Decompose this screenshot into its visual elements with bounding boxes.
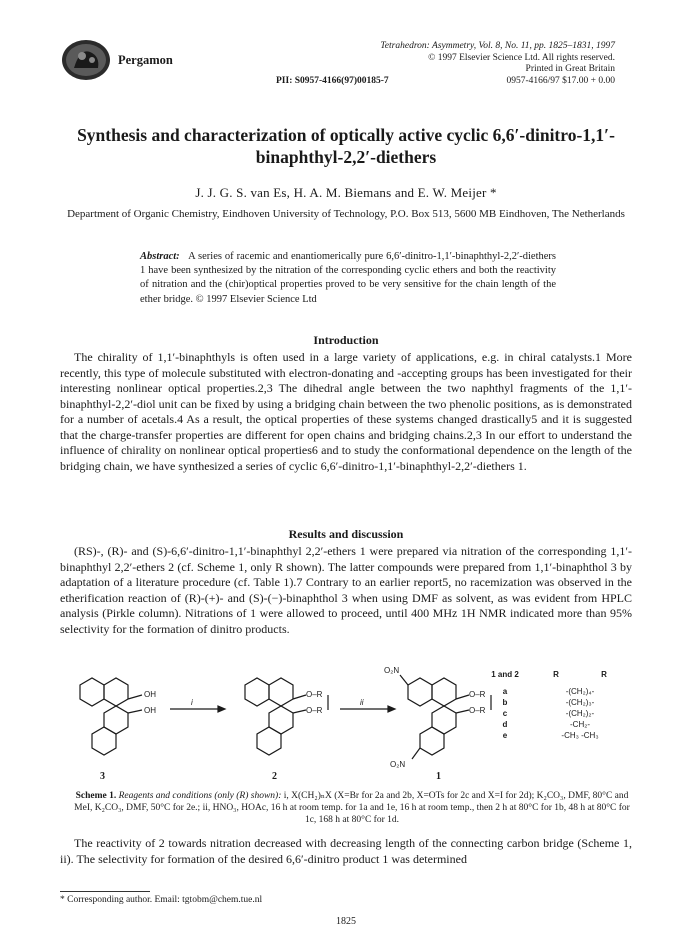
scheme-caption-label: Scheme 1. [75, 791, 117, 801]
affiliation: Department of Organic Chemistry, Eindhoven University of Technology, P.O. Box 513, 5600 MB Eindhoven, The Netherlands [67, 208, 625, 220]
footnote: * Corresponding author. Email: tgtobm@chem.tue.nl [60, 895, 263, 905]
table-cell: e [502, 731, 508, 740]
table-cell: -CH₃ -CH₃ [561, 731, 599, 740]
nitro-label-bottom: O₂N [390, 760, 406, 769]
scheme-caption-text: i, X(CH₂)ₙX (X=Br for 2a and 2b, X=OTs for 2c and X=I for 2d); K₂CO₃, DMF, 80°C and MeI, K₂CO₃, DMF, 50°C for 2e.; ii, HNO₃, HOAc, 16 h at room temp. for 1a and 1e, 16 h at room temp., then 2 h at 80°C for 1b, 48 h at 80°C for 1c, 168 h at 80°C for 1d. [74, 791, 630, 825]
paper-title: Synthesis and characterization of optically active cyclic 6,6′-dinitro-1,1′-binaphthyl-2,2′-diethers [77, 125, 615, 167]
tree-emblem-icon [60, 38, 112, 82]
oh-label-top: OH [144, 690, 156, 699]
footnote-divider [60, 891, 150, 892]
abstract-text: A series of racemic and enantiomerically pure 6,6′-dinitro-1,1′-binaphthyl-2,2′-diethers 1 have been synthesized by the nitration of the corresponding cyclic ethers and both the reactivity of nitration and the (chir)optical properties proved to be very sensitive for the chain length of the ether bridge. © 1997 Elsevier Science Ltd [140, 251, 556, 305]
publisher-name: Pergamon [118, 53, 173, 67]
table-cell: -(CH₂)₃- [565, 698, 595, 707]
or-label-top: O–R [306, 690, 323, 699]
step-i-label: i [191, 698, 193, 707]
copyright-line: © 1997 Elsevier Science Ltd. All rights reserved. [428, 52, 615, 63]
publisher-logo [60, 38, 112, 82]
table-cell: -CH₂- [570, 720, 590, 729]
introduction-paragraph: The chirality of 1,1′-binaphthyls is often used in a large variety of applications, e.g. in chiral catalysts.1 More recently, this type of molecule substituted with electron-donating and -accepting groups has been investigated for their interesting nonlinear optical properties.2,3 The dihedral angle between the two naphthyl fragments of the 1,1′-binaphthyl-2,2′-diol unit can be fixed by using a bridging chain between the two phenolic positions, as is demonstrated for a number of acetals.4 As a result, the optical properties of these systems changed drastically5 and it is suggested that the charge-transfer properties are different for open chains and bridging chains.2,3 In our effort to understand the influence of chirality on nonlinear optical properties6 and to study the conformational dependence on the length of the bridging chain, we have synthesized a series of cyclic 6,6′-dinitro-1,1′-binaphthyl-2,2′-diethers 1. [60, 350, 632, 473]
table-row [478, 697, 628, 708]
scheme-caption-lead: Reagents and conditions (only (R) shown): [118, 791, 282, 801]
continuation-paragraph: The reactivity of 2 towards nitration decreased with decreasing length of the connecting carbon bridge (Scheme 1, ii). The selectivity for formation of the desired 6,6′-dinitro product 1 was determined [60, 836, 632, 866]
binaphthol-structure [80, 678, 142, 755]
compound-2-number: 2 [272, 771, 277, 782]
or-label-top-product: O–R [469, 690, 486, 699]
abstract-label: Abstract: [140, 251, 180, 262]
table-cell: c [502, 709, 508, 718]
table-row [478, 730, 628, 741]
table-cell: a [502, 687, 508, 696]
abstract [140, 250, 556, 307]
section-heading-introduction: Introduction [313, 333, 379, 347]
table-cell: d [502, 720, 508, 729]
results-paragraph: (RS)-, (R)- and (S)-6,6′-dinitro-1,1′-binaphthyl 2,2′-ethers 1 were prepared via nitration of the corresponding 1,1′-binaphthyl 2,2′-ethers 2 (cf. Scheme 1, only R shown). The latter compounds were prepared from 1,1′-binaphthol 3 by adaptation of a literature procedure (cf. Table 1).7 Contrary to an earlier report5, no racemization was observed in the etherification reaction of (R)-(+)- and (S)-(−)-binaphthol 3 when using DMF as solvent, as was evident from HPLC analysis (Pirkle column). Nitrations of 1 were allowed to proceed, until 400 MHz 1H NMR indicated more than 95% selectivity for the formation of dinitro products. [60, 544, 632, 636]
table-row [478, 686, 628, 697]
table-header-row [478, 669, 628, 680]
substituent-table [478, 669, 628, 741]
or-label-bottom: O–R [306, 706, 323, 715]
compound-1-number: 1 [436, 771, 441, 782]
or-label-bottom-product: O–R [469, 706, 486, 715]
table-cell: -(CH₂)₄- [565, 687, 595, 696]
oh-label-bottom: OH [144, 706, 156, 715]
section-heading-results: Results and discussion [288, 527, 404, 541]
author-list: J. J. G. S. van Es, H. A. M. Biemans and E. W. Meijer * [195, 185, 497, 200]
table-cell: b [502, 698, 508, 707]
step-ii-label: ii [360, 698, 364, 707]
compound-3-number: 3 [100, 771, 105, 782]
table-header-cell: R [601, 670, 607, 679]
printed-line: Printed in Great Britain [525, 64, 615, 74]
table-row [478, 719, 628, 730]
scheme-caption [72, 790, 632, 826]
nitro-label-top: O₂N [384, 666, 400, 675]
page-number: 1825 [336, 916, 356, 927]
table-cell: -(CH₂)₂- [565, 709, 595, 718]
table-header-cell: 1 and 2 [491, 670, 519, 679]
table-row [478, 708, 628, 719]
journal-citation: Tetrahedron: Asymmetry, Vol. 8, No. 11, pp. 1825–1831, 1997 [380, 41, 615, 51]
pii-code: PII: S0957-4166(97)00185-7 [276, 76, 389, 86]
table-header-cell: R [553, 670, 559, 679]
price-line: 0957-4166/97 $17.00 + 0.00 [506, 75, 615, 86]
